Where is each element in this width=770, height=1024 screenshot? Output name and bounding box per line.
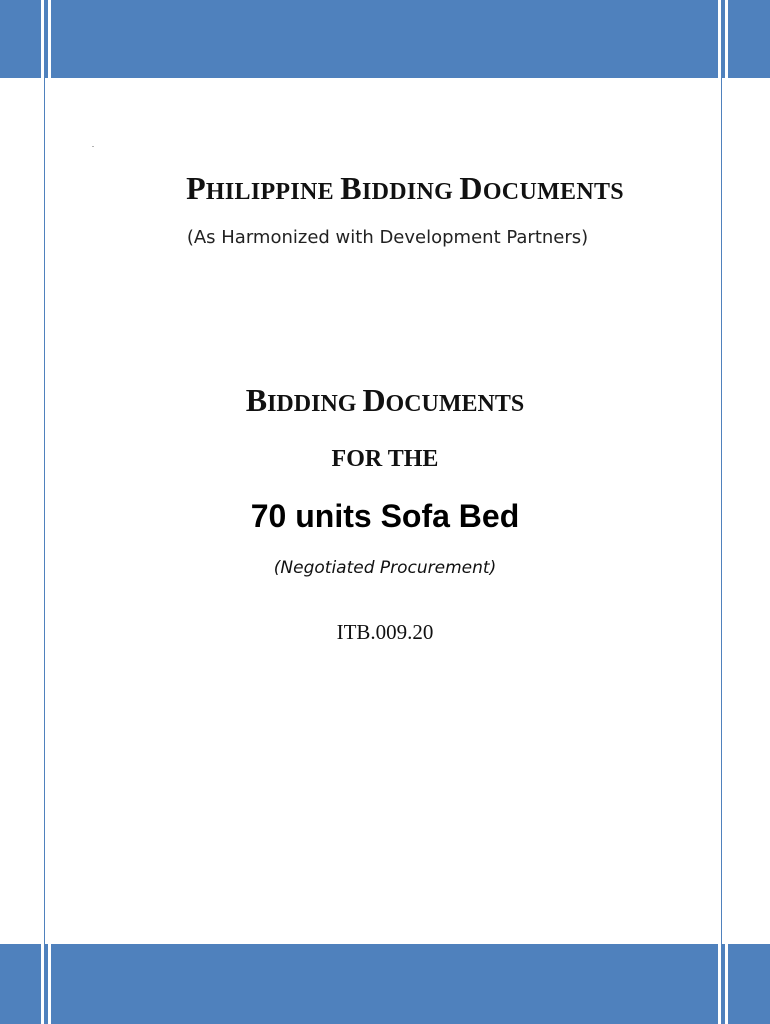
bidding-initial-2: D [362,382,386,418]
stray-dot: . [92,140,94,149]
main-title-word-2: IDDING [361,179,454,205]
bidding-word-2: OCUMENTS [385,391,525,417]
main-title-word-1: HILIPPINE [205,179,334,205]
main-title-word-3: OCUMENTS [482,179,624,205]
reference-number: ITB.009.20 [336,620,434,644]
bottom-blue-band [0,944,770,1024]
bidding-initial-1: B [245,382,268,418]
main-title-initial-2: B [340,170,362,206]
main-title-initial-1: P [186,170,206,206]
for-the-heading: FOR THE [331,446,439,472]
bidding-documents-heading [0,382,770,419]
project-name: 70 units Sofa Bed [250,498,520,534]
top-blue-band [0,0,770,78]
subtitle: (As Harmonized with Development Partners) [186,227,589,248]
bidding-word-1: IDDING [267,391,357,417]
procurement-method: (Negotiated Procurement) [273,558,497,578]
main-title-initial-3: D [459,170,483,206]
main-title [0,170,770,207]
